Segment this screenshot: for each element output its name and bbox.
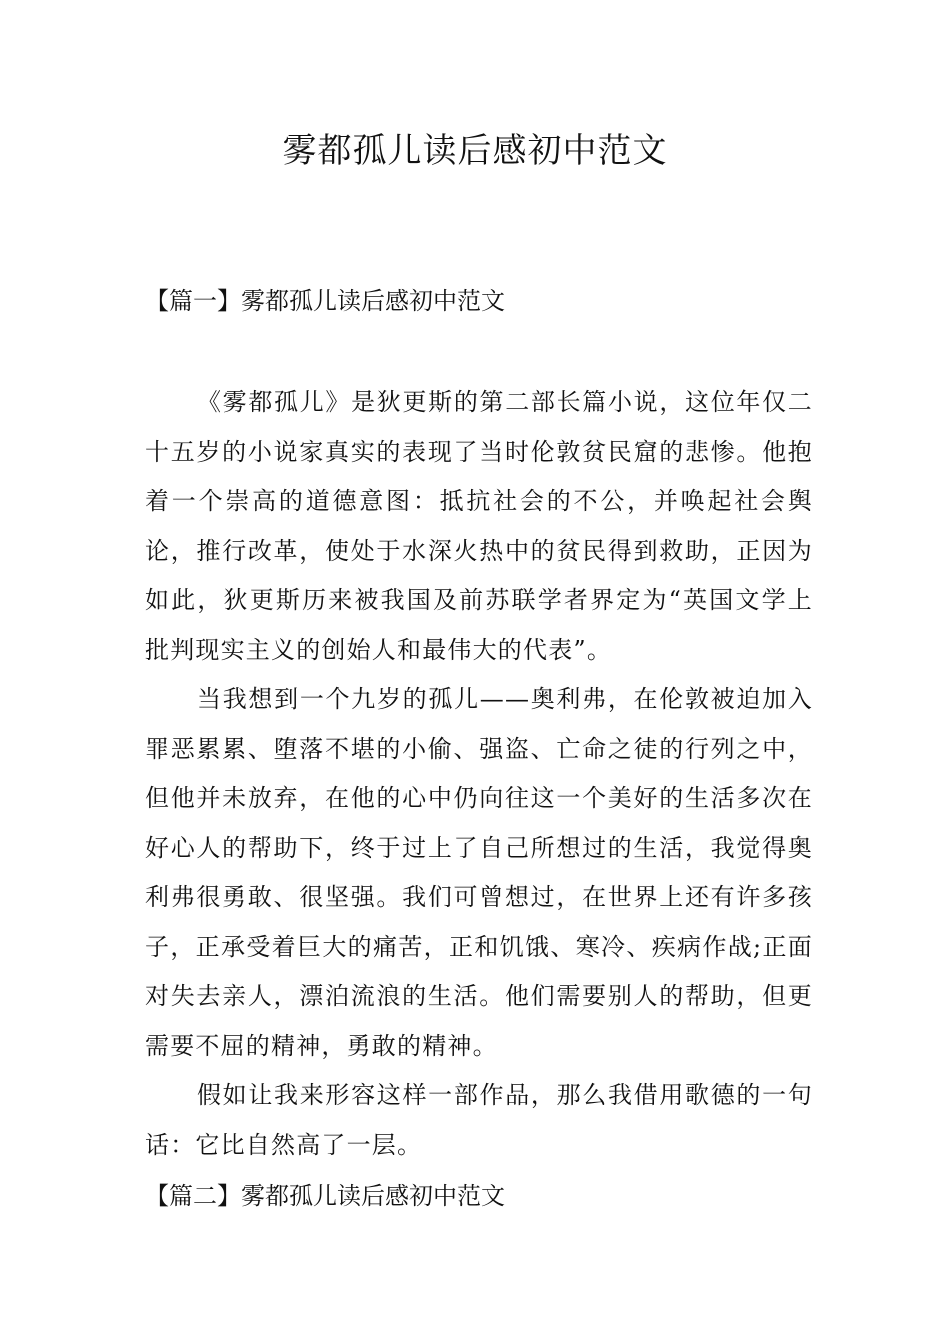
- body-paragraph: 《雾都孤儿》是狄更斯的第二部长篇小说，这位年仅二十五岁的小说家真实的表现了当时伦敦贫民窟的悲惨。他抱着一个崇高的道德意图：抵抗社会的不公，并唤起社会舆论，推行改革，使处于水深火热中的贫民得到救助，正因为如此，狄更斯历来被我国及前苏联学者界定为“英国文学上批判现实主义的创始人和最伟大的代表”。: [145, 388, 813, 664]
- body-paragraph: 假如让我来形容这样一部作品，那么我借用歌德的一句话：它比自然高了一层。: [145, 1081, 813, 1159]
- document-title: 雾都孤儿读后感初中范文: [282, 131, 668, 171]
- section-heading-2: 【篇二】雾都孤儿读后感初中范文: [145, 1182, 505, 1210]
- section-heading-1: 【篇一】雾都孤儿读后感初中范文: [145, 287, 505, 315]
- body-paragraph: 当我想到一个九岁的孤儿——奥利弗，在伦敦被迫加入罪恶累累、堕落不堪的小偷、强盗、亡命之徒的行列之中，但他并未放弃，在他的心中仍向往这一个美好的生活多次在好心人的帮助下，终于过上了自己所想过的生活，我觉得奥利弗很勇敢、很坚强。我们可曾想过，在世界上还有许多孩子，正承受着巨大的痛苦，正和饥饿、寒冷、疾病作战;正面对失去亲人，漂泊流浪的生活。他们需要别人的帮助，但更需要不屈的精神，勇敢的精神。: [145, 685, 813, 1060]
